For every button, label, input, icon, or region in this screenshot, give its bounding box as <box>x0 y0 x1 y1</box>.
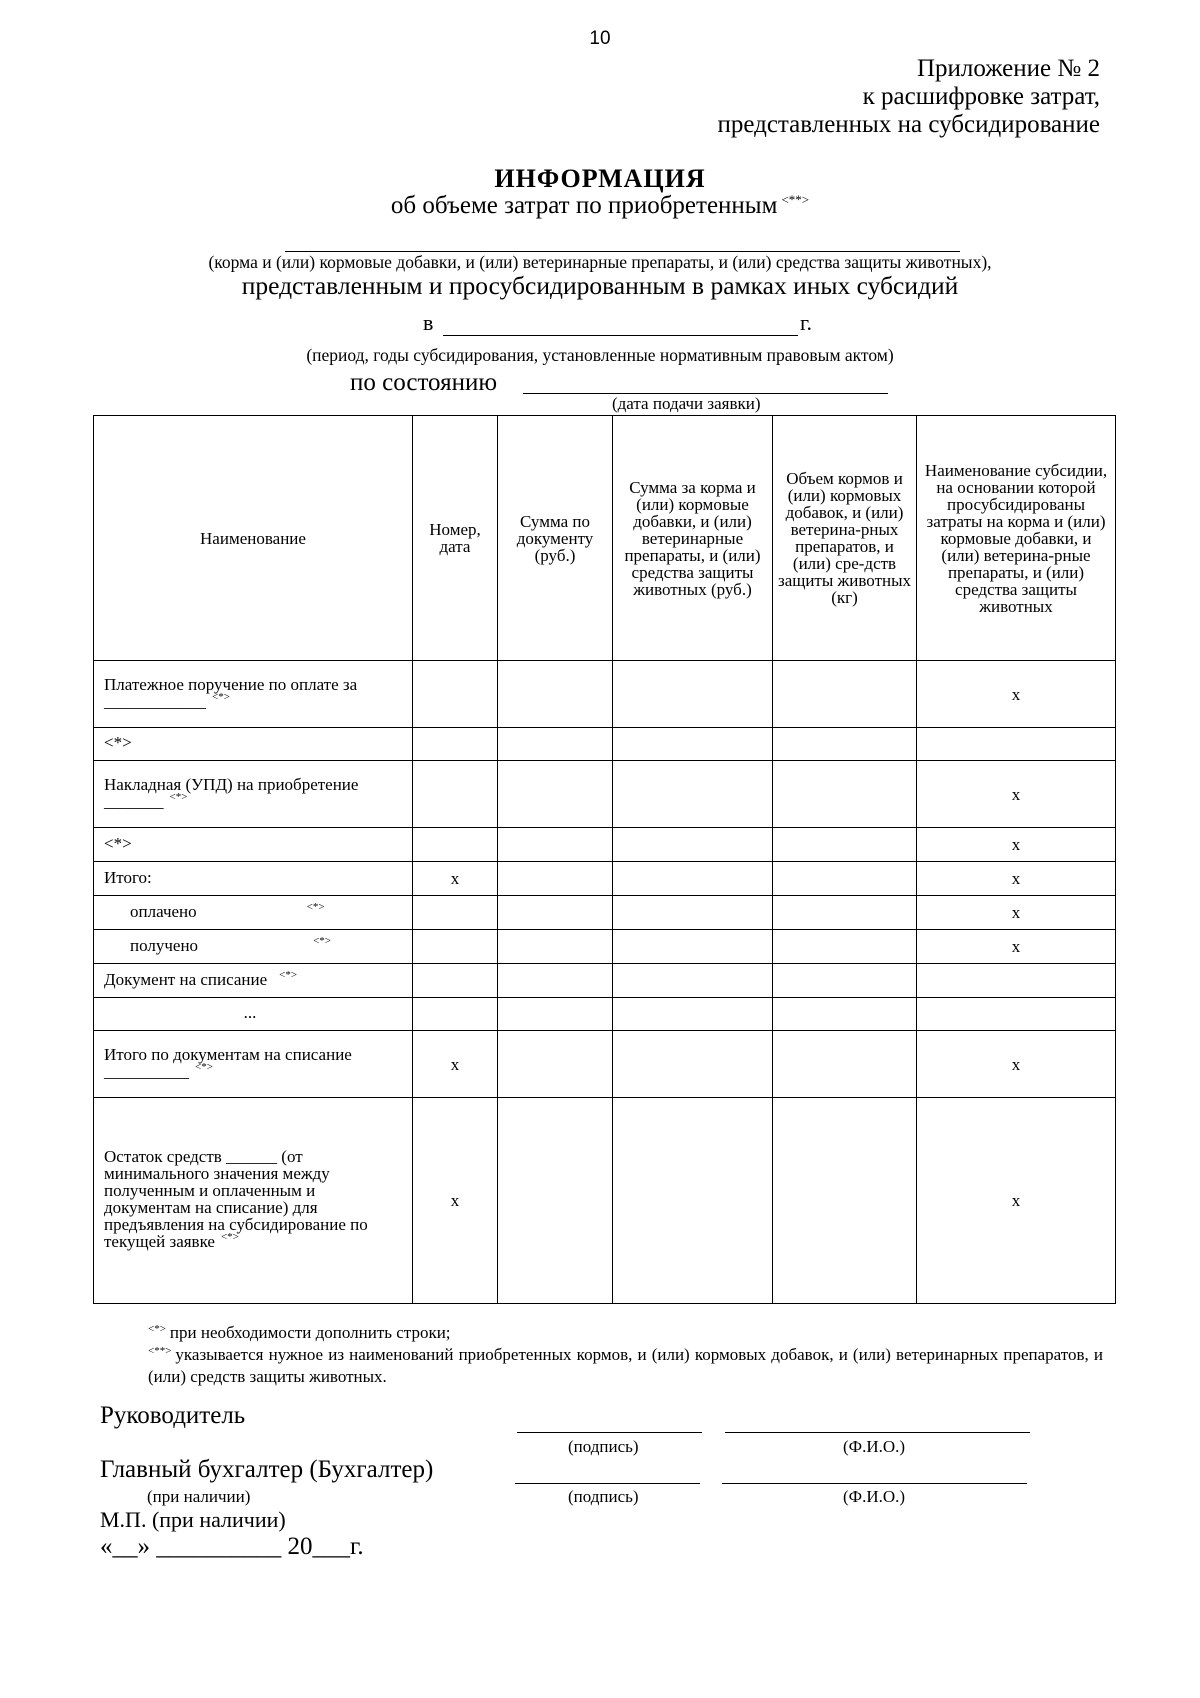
cell <box>498 862 613 896</box>
cell: x <box>917 896 1116 930</box>
cell <box>498 930 613 964</box>
cell <box>498 661 613 728</box>
cell <box>413 828 498 862</box>
period-hint: (период, годы субсидирования, установленные нормативным правовым актом) <box>306 345 894 365</box>
accountant-signature-hint: (подпись) <box>568 1487 639 1506</box>
head-signature-line <box>517 1432 702 1433</box>
cell: x <box>917 1031 1116 1098</box>
table-row <box>94 964 1116 998</box>
document-title: ИНФОРМАЦИЯ <box>494 164 706 193</box>
header-number-date: Номер, дата <box>413 416 498 661</box>
table-row <box>94 1031 1116 1098</box>
cell <box>498 1098 613 1304</box>
if-any-hint: (при наличии) <box>147 1487 251 1506</box>
header-volume: Объем кормов и (или) кормовых добавок, и (или) ветерина-рных препаратов, и (или) сре-дств защиты животных (кг) <box>773 416 917 661</box>
row-name: <*> <box>94 828 413 862</box>
table-row <box>94 930 1116 964</box>
cell <box>773 930 917 964</box>
cell <box>773 896 917 930</box>
cell <box>413 761 498 828</box>
row-name: Итого по документам на списание __________ <*> <box>94 1031 413 1098</box>
cell: x <box>413 1031 498 1098</box>
cell <box>498 998 613 1031</box>
table-row <box>94 728 1116 761</box>
table-row <box>94 761 1116 828</box>
cell: x <box>917 761 1116 828</box>
cell: x <box>413 1098 498 1304</box>
table-row <box>94 862 1116 896</box>
cell <box>773 828 917 862</box>
head-name-hint: (Ф.И.О.) <box>843 1437 906 1456</box>
head-label: Руководитель <box>100 1402 246 1429</box>
cell <box>613 896 773 930</box>
cell <box>773 1031 917 1098</box>
cell: x <box>917 862 1116 896</box>
cell: x <box>413 862 498 896</box>
state-hint: (дата подачи заявки) <box>612 394 761 413</box>
cell <box>413 930 498 964</box>
cell <box>773 761 917 828</box>
cell <box>613 998 773 1031</box>
cell <box>773 728 917 761</box>
cell <box>613 728 773 761</box>
head-signature-hint: (подпись) <box>568 1437 639 1456</box>
row-name: ... <box>94 998 413 1031</box>
cell <box>613 930 773 964</box>
chief-accountant-label: Главный бухгалтер (Бухгалтер) <box>100 1456 434 1483</box>
cell: x <box>917 930 1116 964</box>
cell <box>773 964 917 998</box>
header-document-sum: Сумма по документу (руб.) <box>498 416 613 661</box>
cell <box>773 998 917 1031</box>
cell <box>613 1098 773 1304</box>
cell <box>773 862 917 896</box>
table-row <box>94 896 1116 930</box>
stamp-label: М.П. (при наличии) <box>100 1507 286 1532</box>
period-blank-line <box>443 335 798 336</box>
cell <box>498 1031 613 1098</box>
row-name: Документ на списание <*> <box>94 964 413 998</box>
cell <box>413 998 498 1031</box>
table-row <box>94 828 1116 862</box>
cell <box>498 828 613 862</box>
costs-table <box>93 415 1116 1304</box>
cell <box>917 964 1116 998</box>
appendix-line-1: Приложение № 2 <box>916 55 1100 82</box>
table-row <box>94 1098 1116 1304</box>
table-row <box>94 998 1116 1031</box>
cell <box>613 761 773 828</box>
items-hint: (корма и (или) кормовые добавки, и (или) ветеринарные препараты, и (или) средства защиты животных), <box>208 252 992 272</box>
row-name: <*> <box>94 728 413 761</box>
row-name: Платежное поручение по оплате за ____________ <*> <box>94 661 413 728</box>
cell <box>498 896 613 930</box>
cell <box>613 964 773 998</box>
footnotes <box>148 1323 1103 1386</box>
cell <box>498 964 613 998</box>
cell <box>413 896 498 930</box>
header-subsidy-name: Наименование субсидии, на основании которой просубсидированы затраты на корма и (или) кормовые добавки, и (или) ветерина-рные препараты, и (или) средства защиты животных <box>917 416 1116 661</box>
table-header-row <box>94 416 1116 661</box>
cell <box>613 661 773 728</box>
cell <box>413 661 498 728</box>
cell: x <box>917 661 1116 728</box>
row-name: получено <*> <box>94 930 413 964</box>
subtitle-text: об объеме затрат по приобретенным <box>390 192 778 219</box>
footnote-1: <*> при необходимости дополнить строки; <box>148 1323 451 1342</box>
subtitle-represented: представленным и просубсидированным в рамках иных субсидий <box>241 271 959 300</box>
row-name: Накладная (УПД) на приобретение _______ <*> <box>94 761 413 828</box>
cell <box>917 728 1116 761</box>
accountant-signature-line <box>515 1483 700 1484</box>
row-name: Остаток средств ______ (от минимального значения между полученным и оплаченным и документам на списание) для предъявления на субсидирование по текущей заявке <*> <box>94 1098 413 1304</box>
row-name: Итого: <box>94 862 413 896</box>
header-name: Наименование <box>94 416 413 661</box>
cell <box>773 1098 917 1304</box>
row-name: оплачено <*> <box>94 896 413 930</box>
table-row <box>94 661 1116 728</box>
document-subtitle <box>0 192 1200 220</box>
cell <box>773 661 917 728</box>
page-number: 10 <box>589 28 611 49</box>
date-line: «__» __________ 20___г. <box>100 1533 364 1560</box>
subtitle-mark: <**> <box>781 192 810 207</box>
cell <box>613 1031 773 1098</box>
period-suffix: г. <box>800 310 813 335</box>
state-label: по состоянию <box>350 369 497 396</box>
appendix-line-3: представленных на субсидирование <box>717 111 1100 138</box>
cell <box>613 862 773 896</box>
footnote-2: <**> указывается нужное из наименований приобретенных кормов, и (или) кормовых добавок, и (или) ветеринарных препаратов, и (или) средств защиты животных. <box>148 1345 1103 1386</box>
head-name-line <box>725 1432 1030 1433</box>
cell <box>917 998 1116 1031</box>
accountant-name-hint: (Ф.И.О.) <box>843 1487 906 1506</box>
period-prefix: в <box>423 310 434 335</box>
cell <box>413 964 498 998</box>
appendix-line-2: к расшифровке затрат, <box>862 83 1100 110</box>
accountant-name-line <box>722 1483 1027 1484</box>
cell <box>498 761 613 828</box>
header-feed-sum: Сумма за корма и (или) кормовые добавки, и (или) ветеринарные препараты, и (или) средства защиты животных (руб.) <box>613 416 773 661</box>
cell <box>613 828 773 862</box>
cell: x <box>917 828 1116 862</box>
appendix-header <box>717 55 1100 139</box>
cell <box>413 728 498 761</box>
cell <box>498 728 613 761</box>
cell: x <box>917 1098 1116 1304</box>
